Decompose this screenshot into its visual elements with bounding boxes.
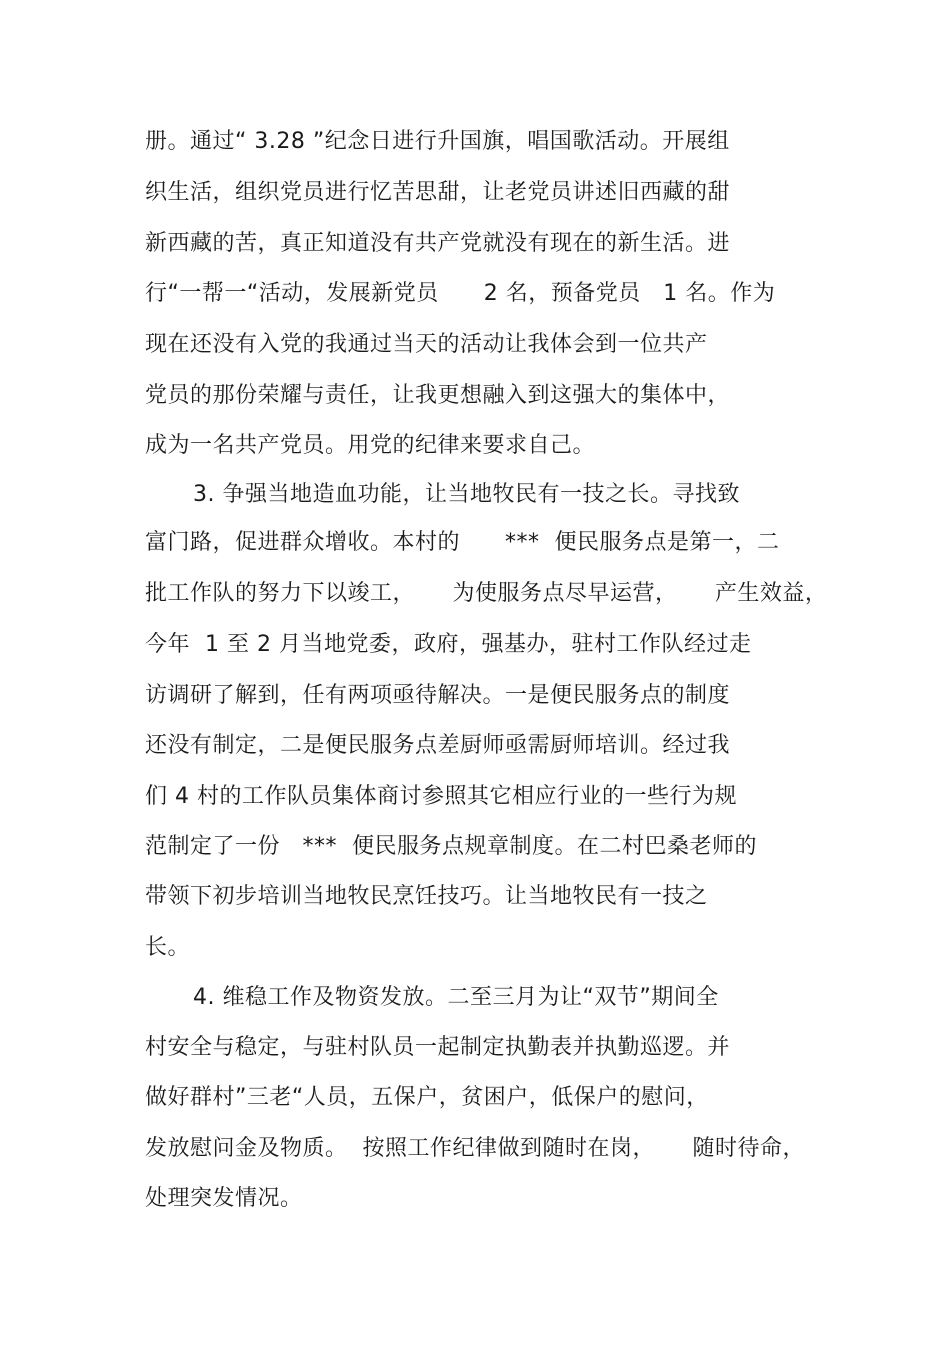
paragraph-line: 新西藏的苦，真正知道没有共产党就没有现在的新生活。进 — [145, 231, 731, 256]
paragraph-line: 处理突发情况。 — [145, 1186, 303, 1211]
section-heading-line: 4. 维稳工作及物资发放。二至三月为让“双节”期间全 — [193, 985, 719, 1010]
paragraph-line: 村安全与稳定，与驻村队员一起制定执勤表并执勤巡逻。并 — [145, 1035, 731, 1060]
paragraph-line: 今年 1 至 2 月当地党委，政府，强基办，驻村工作队经过走 — [145, 632, 752, 657]
paragraph-line: 成为一名共产党员。用党的纪律来要求自己。 — [145, 433, 596, 458]
paragraph-line: 范制定了一份 *** 便民服务点规章制度。在二村巴桑老师的 — [145, 834, 757, 859]
paragraph-line: 册。通过“ 3.28 ”纪念日进行升国旗，唱国歌活动。开展组 — [145, 129, 730, 154]
paragraph-line: 富门路，促进群众增收。本村的 *** 便民服务点是第一，二 — [145, 530, 780, 555]
paragraph-line: 发放慰问金及物质。 按照工作纪律做到随时在岗， 随时待命， — [145, 1136, 805, 1161]
paragraph-line: 行“一帮一“活动，发展新党员 2 名，预备党员 1 名。作为 — [145, 281, 776, 306]
paragraph-line: 长。 — [145, 935, 191, 960]
paragraph-line: 带领下初步培训当地牧民烹饪技巧。让当地牧民有一技之 — [145, 884, 708, 909]
paragraph-line: 批工作队的努力下以竣工， 为使服务点尽早运营， 产生效益， — [145, 581, 828, 606]
paragraph-line: 党员的那份荣耀与责任，让我更想融入到这强大的集体中， — [145, 383, 731, 408]
section-heading-line: 3. 争强当地造血功能，让当地牧民有一技之长。寻找致 — [193, 482, 740, 507]
paragraph-line: 织生活，组织党员进行忆苦思甜，让老党员讲述旧西藏的甜 — [145, 180, 731, 205]
paragraph-line: 们 4 村的工作队员集体商讨参照其它相应行业的一些行为规 — [145, 784, 737, 809]
paragraph-line: 做好群村”三老“人员，五保户，贫困户，低保户的慰问， — [145, 1085, 709, 1110]
paragraph-line: 访调研了解到，任有两项亟待解决。一是便民服务点的制度 — [145, 683, 731, 708]
paragraph-line: 现在还没有入党的我通过当天的活动让我体会到一位共产 — [145, 332, 708, 357]
paragraph-line: 还没有制定，二是便民服务点差厨师亟需厨师培训。经过我 — [145, 733, 731, 758]
